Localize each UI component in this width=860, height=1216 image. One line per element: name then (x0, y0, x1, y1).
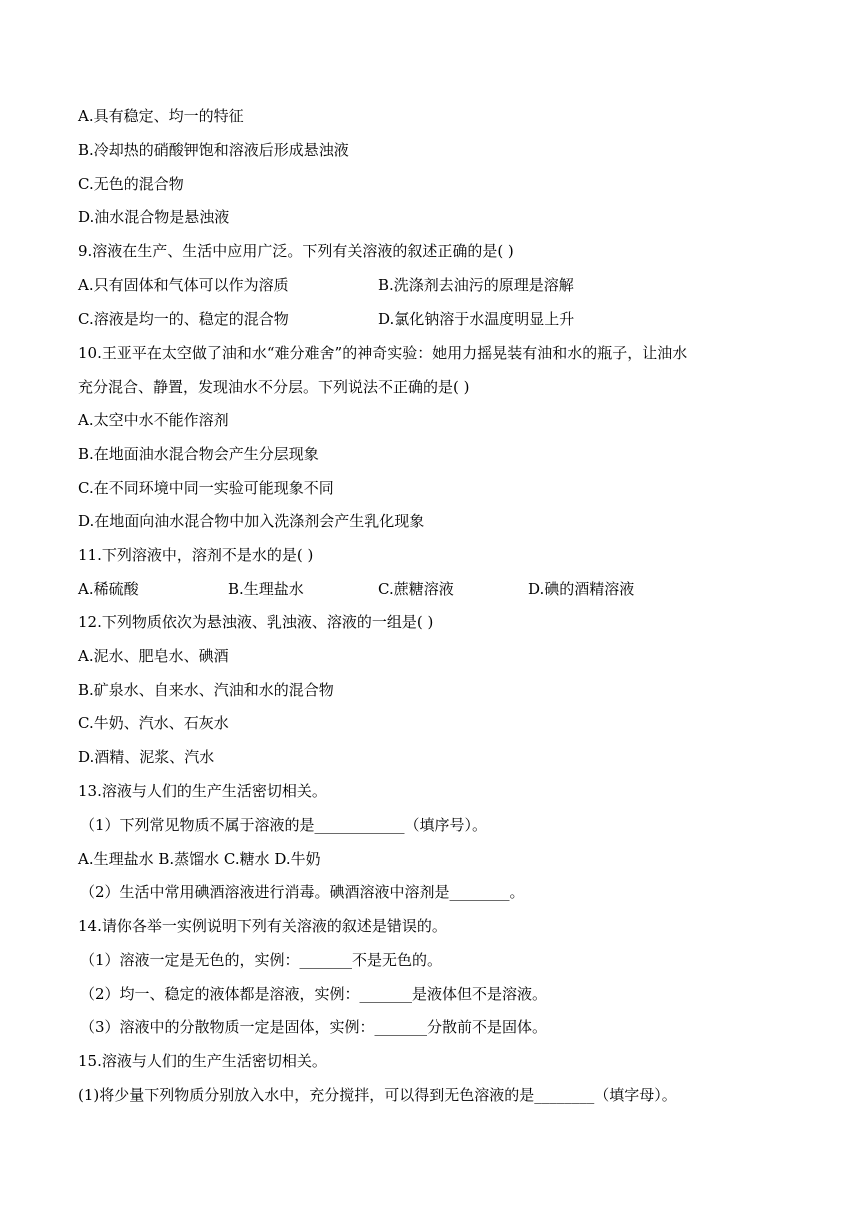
option-9c: C.溶液是均一的、稳定的混合物 (78, 310, 289, 328)
option-10b: B.在地面油水混合物会产生分层现象 (78, 445, 319, 463)
question-13-options: A.生理盐水 B.蒸馏水 C.糖水 D.牛奶 (78, 850, 321, 868)
question-13-part-2: （2）生活中常用碘酒溶液进行消毒。碘酒溶液中溶剂是________。 (80, 883, 525, 901)
question-9: 9.溶液在生产、生活中应用广泛。下列有关溶液的叙述正确的是( ) (78, 242, 514, 260)
question-11: 11.下列溶液中，溶剂不是水的是( ) (78, 546, 314, 564)
question-14: 14.请你各举一实例说明下列有关溶液的叙述是错误的。 (78, 917, 447, 935)
option-12a: A.泥水、肥皂水、碘酒 (78, 647, 229, 665)
question-15: 15.溶液与人们的生产生活密切相关。 (78, 1052, 327, 1070)
option-11b: B.生理盐水 (228, 580, 304, 598)
option-11c: C.蔗糖溶液 (378, 580, 454, 598)
option-11d: D.碘的酒精溶液 (528, 580, 635, 598)
option-10a: A.太空中水不能作溶剂 (78, 411, 229, 429)
option-8d: D.油水混合物是悬浊液 (78, 208, 230, 226)
option-12c: C.牛奶、汽水、石灰水 (78, 714, 229, 732)
option-8c: C.无色的混合物 (78, 175, 184, 193)
question-14-part-1: （1）溶液一定是无色的，实例：_______不是无色的。 (80, 951, 443, 969)
option-10c: C.在不同环境中同一实验可能现象不同 (78, 479, 334, 497)
option-10d: D.在地面向油水混合物中加入洗涤剂会产生乳化现象 (78, 512, 425, 530)
question-12: 12.下列物质依次为悬浊液、乳浊液、溶液的一组是( ) (78, 613, 434, 631)
question-15-part-1: (1)将少量下列物质分别放入水中，充分搅拌，可以得到无色溶液的是________（填字母）。 (78, 1086, 677, 1104)
option-12b: B.矿泉水、自来水、汽油和水的混合物 (78, 681, 334, 699)
question-10-line-1: 10.王亚平在太空做了油和水“难分难舍”的神奇实验：她用力摇晃装有油和水的瓶子，让油水 (78, 344, 688, 362)
option-8a: A.具有稳定、均一的特征 (78, 107, 244, 125)
question-14-part-3: （3）溶液中的分散物质一定是固体，实例：_______分散前不是固体。 (80, 1018, 548, 1036)
option-9a: A.只有固体和气体可以作为溶质 (78, 276, 289, 294)
option-9d: D.氯化钠溶于水温度明显上升 (378, 310, 575, 328)
option-9b: B.洗涤剂去油污的原理是溶解 (378, 276, 574, 294)
option-8b: B.冷却热的硝酸钾饱和溶液后形成悬浊液 (78, 141, 349, 159)
option-11a: A.稀硫酸 (78, 580, 139, 598)
question-10-line-2: 充分混合、静置，发现油水不分层。下列说法不正确的是( ) (78, 378, 470, 396)
question-14-part-2: （2）均一、稳定的液体都是溶液，实例：_______是液体但不是溶液。 (80, 985, 548, 1003)
question-13: 13.溶液与人们的生产生活密切相关。 (78, 782, 327, 800)
option-12d: D.酒精、泥浆、汽水 (78, 748, 215, 766)
question-13-part-1: （1）下列常见物质不属于溶液的是____________（填序号）。 (80, 816, 488, 834)
